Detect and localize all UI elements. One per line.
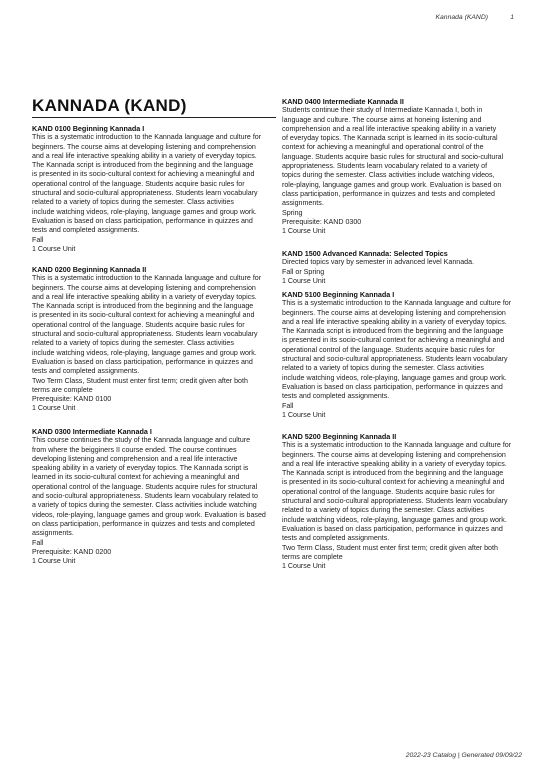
course-text-line: Spring bbox=[282, 208, 303, 217]
course-text-line: related to a variety of topics during the semester. Class activities bbox=[32, 339, 234, 348]
course-text-line: is presented in its socio-cultural context for achieving a meaningful and bbox=[282, 478, 505, 487]
course-entry bbox=[282, 97, 503, 236]
course-description bbox=[32, 274, 261, 413]
course-text-line: speaking ability in a variety of everyday topics. The Kannada script is bbox=[32, 464, 249, 473]
course-text-line: include watching videos, role-playing, language games and group work. bbox=[32, 207, 257, 216]
course-text-line: This is a systematic introduction to the Kannada language and culture for bbox=[282, 441, 512, 450]
course-text-line: is presented in its socio-cultural context for achieving a meaningful and bbox=[32, 311, 255, 320]
course-text-line: Prerequisite: KAND 0100 bbox=[32, 395, 112, 404]
course-text-line: The Kannada script is introduced from the beginning and the language bbox=[32, 161, 254, 170]
course-text-line: Evaluation is based on class participation, performance in quizzes and bbox=[282, 382, 503, 391]
course-text-line: beginners. The course aims at developing listening and comprehension bbox=[32, 142, 256, 151]
course-description bbox=[282, 299, 511, 420]
course-text-line: Prerequisite: KAND 0300 bbox=[282, 217, 362, 226]
course-entry bbox=[282, 249, 474, 286]
course-text-line: related to a variety of topics during the semester. Class activities bbox=[282, 364, 484, 373]
course-entry bbox=[32, 427, 266, 566]
course-text-line: operational control of the language. Students acquire basic rules for bbox=[282, 487, 495, 496]
course-description bbox=[282, 441, 511, 571]
title-underline bbox=[32, 117, 276, 118]
course-text-line: comprehension and a real life interactive speaking ability in a variety bbox=[282, 124, 497, 133]
course-text-line: from where the beigginers II course ended. The course continues bbox=[32, 445, 237, 454]
course-text-line: 1 Course Unit bbox=[32, 557, 76, 566]
course-text-line: related to a variety of topics during the semester. Class activities bbox=[32, 198, 234, 207]
course-text-line: and a real life interactive speaking ability in a variety of everyday topics. bbox=[32, 151, 257, 160]
course-text-line: language. Students acquire basic rules for structural and socio-cultural bbox=[282, 152, 504, 161]
course-text-line: on class participation, performance in quizzes and tests and completed bbox=[32, 519, 255, 528]
course-text-line: operational control of the language. Students acquire rules for structural bbox=[32, 482, 258, 491]
course-entry bbox=[282, 290, 511, 420]
course-text-line: tests and completed assignments. bbox=[32, 226, 140, 235]
course-text-line: and socio-cultural appropriateness. Students learn vocabulary related to bbox=[32, 492, 258, 501]
course-title: KAND 0300 Intermediate Kannada I bbox=[32, 427, 152, 436]
course-text-line: 1 Course Unit bbox=[282, 562, 326, 571]
course-text-line: Fall or Spring bbox=[282, 267, 325, 276]
course-text-line: Two Term Class, Student must enter first term; credit given after both bbox=[32, 376, 248, 385]
course-text-line: operational control of the language. Students acquire basic rules for bbox=[32, 179, 245, 188]
course-text-line: videos, role-playing, language games and group work. Evaluation is based bbox=[32, 510, 266, 519]
course-text-line: assignments. bbox=[32, 529, 74, 538]
course-text-line: Two Term Class, Student must enter first term; credit given after both bbox=[282, 543, 498, 552]
course-text-line: is presented in its socio-cultural context for achieving a meaningful and bbox=[32, 170, 255, 179]
course-entry bbox=[282, 432, 511, 571]
course-text-line: structural and socio-cultural appropriateness. Students learn vocabulary bbox=[32, 189, 258, 198]
page-title: KANNADA (KAND) bbox=[32, 96, 187, 115]
course-text-line: 1 Course Unit bbox=[32, 244, 76, 253]
course-text-line: 1 Course Unit bbox=[282, 227, 326, 236]
course-text-line: and a real life interactive speaking ability in a variety of everyday topics. bbox=[32, 292, 257, 301]
course-text-line: assignments. bbox=[282, 199, 324, 208]
course-title: KAND 0400 Intermediate Kannada II bbox=[282, 97, 404, 106]
course-title: KAND 1500 Advanced Kannada: Selected Topics bbox=[282, 249, 448, 258]
course-text-line: beginners. The course aims at developing listening and comprehension bbox=[282, 450, 506, 459]
course-text-line: This is a systematic introduction to the Kannada language and culture for bbox=[282, 299, 512, 308]
course-text-line: Students continue their study of Intermediate Kannada I, both in bbox=[282, 106, 483, 115]
running-header bbox=[0, 14, 550, 26]
course-text-line: Fall bbox=[32, 538, 44, 547]
course-text-line: include watching videos, role-playing, language games and group work. bbox=[32, 348, 257, 357]
course-text-line: structural and socio-cultural appropriateness. Students learn vocabulary bbox=[32, 330, 258, 339]
page-footer: 2022-23 Catalog | Generated 09/09/22 bbox=[405, 752, 522, 759]
course-text-line: tests and completed assignments. bbox=[282, 392, 390, 401]
course-text-line: related to a variety of topics during the semester. Class activities bbox=[282, 506, 484, 515]
course-text-line: Evaluation is based on class participation, performance in quizzes and bbox=[32, 216, 253, 225]
course-description bbox=[282, 258, 474, 286]
course-text-line: Fall bbox=[32, 235, 44, 244]
course-text-line: language and culture. The course aims at honeing listening and bbox=[282, 115, 482, 124]
course-text-line: is presented in its socio-cultural context for achieving a meaningful and bbox=[282, 336, 505, 345]
course-text-line: The Kannada script is introduced from the beginning and the language bbox=[282, 469, 504, 478]
course-description bbox=[282, 106, 503, 236]
course-text-line: The Kannada script is introduced from the beginning and the language bbox=[282, 327, 504, 336]
course-text-line: topics during the semester. Class activities include watching videos, bbox=[282, 171, 495, 180]
course-text-line: Evaluation is based on class participation, performance in quizzes and bbox=[32, 357, 253, 366]
course-text-line: operational control of the language. Students acquire basic rules for bbox=[32, 320, 245, 329]
course-text-line: context for achieving a meaningful and operational control of the bbox=[282, 143, 484, 152]
course-text-line: terms are complete bbox=[282, 552, 343, 561]
course-text-line: structural and socio-cultural appropriateness. Students learn vocabulary bbox=[282, 497, 508, 506]
course-title: KAND 5100 Beginning Kannada I bbox=[282, 290, 395, 299]
course-text-line: The Kannada script is introduced from the beginning and the language bbox=[32, 302, 254, 311]
course-text-line: of everyday topics. The Kannada script is learned in its socio-cultural bbox=[282, 134, 498, 143]
course-description bbox=[32, 133, 261, 254]
course-text-line: 1 Course Unit bbox=[282, 410, 326, 419]
course-text-line: beginners. The course aims at developing listening and comprehension bbox=[282, 308, 506, 317]
course-text-line: terms are complete bbox=[32, 385, 93, 394]
course-text-line: include watching videos, role-playing, language games and group work. bbox=[282, 515, 507, 524]
course-text-line: tests and completed assignments. bbox=[282, 534, 390, 543]
course-text-line: tests and completed assignments. bbox=[32, 367, 140, 376]
course-text-line: Evaluation is based on class participation, performance in quizzes and bbox=[282, 524, 503, 533]
course-text-line: This course continues the study of the Kannada language and culture bbox=[32, 436, 251, 445]
course-text-line: appropriateness. Students learn vocabulary related to a variety of bbox=[282, 162, 488, 171]
course-entry bbox=[32, 124, 261, 254]
course-text-line: 1 Course Unit bbox=[32, 404, 76, 413]
course-title: KAND 0200 Beginning Kannada II bbox=[32, 265, 147, 274]
course-text-line: beginners. The course aims at developing listening and comprehension bbox=[32, 283, 256, 292]
course-text-line: Directed topics vary by semester in advanced level Kannada. bbox=[282, 258, 475, 267]
course-text-line: This is a systematic introduction to the Kannada language and culture for bbox=[32, 274, 262, 283]
course-text-line: include watching videos, role-playing, language games and group work. bbox=[282, 373, 507, 382]
course-text-line: and a real life interactive speaking ability in a variety of everyday topics. bbox=[282, 317, 507, 326]
course-text-line: operational control of the language. Students acquire basic rules for bbox=[282, 345, 495, 354]
running-header-title: Kannada (KAND) bbox=[435, 14, 488, 21]
course-text-line: and a real life interactive speaking ability in a variety of everyday topics. bbox=[282, 459, 507, 468]
course-entry bbox=[32, 265, 261, 414]
course-description bbox=[32, 436, 266, 566]
course-title: KAND 0100 Beginning Kannada I bbox=[32, 124, 145, 133]
course-text-line: class participation, performance in quizzes and tests and completed bbox=[282, 189, 495, 198]
course-text-line: a variety of topics during the semester. Class activities include watching bbox=[32, 501, 257, 510]
course-text-line: Prerequisite: KAND 0200 bbox=[32, 547, 112, 556]
course-text-line: 1 Course Unit bbox=[282, 276, 326, 285]
course-text-line: This is a systematic introduction to the Kannada language and culture for bbox=[32, 133, 262, 142]
course-text-line: structural and socio-cultural appropriateness. Students learn vocabulary bbox=[282, 355, 508, 364]
course-text-line: developing listening and comprehension and a real life interactive bbox=[32, 454, 238, 463]
page-number: 1 bbox=[510, 14, 514, 21]
course-text-line: role-playing, language games and group work. Evaluation is based on bbox=[282, 180, 502, 189]
course-text-line: Fall bbox=[282, 401, 294, 410]
course-text-line: learned in its socio-cultural context for achieving a meaningful and bbox=[32, 473, 240, 482]
course-title: KAND 5200 Beginning Kannada II bbox=[282, 432, 397, 441]
